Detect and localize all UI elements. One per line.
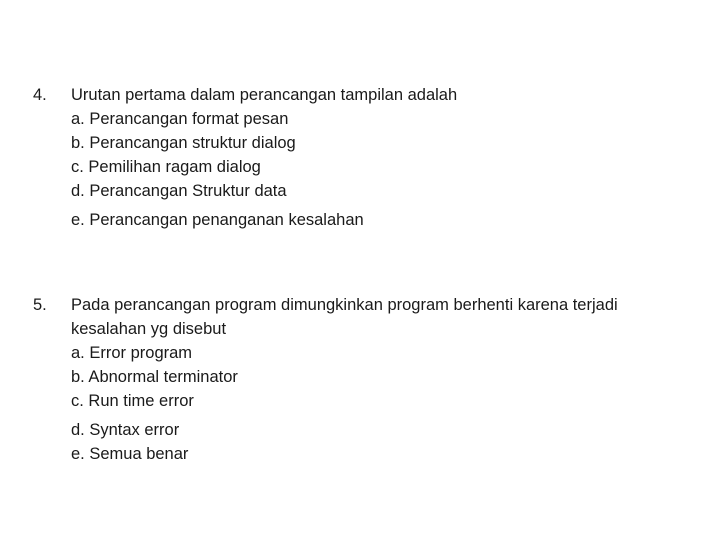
question-4-option-a: a. Perancangan format pesan xyxy=(71,110,289,128)
question-5-option-c: c. Run time error xyxy=(71,392,194,410)
question-4 xyxy=(33,83,693,232)
question-4-number: 4. xyxy=(33,86,47,104)
question-5-option-a: a. Error program xyxy=(71,344,193,362)
question-4-option-d: d. Perancangan Struktur data xyxy=(71,182,287,200)
question-4-header xyxy=(33,83,693,107)
question-5-text: Pada perancangan program dimungkinkan program berhenti karena terjadi kesalahan yg disebut xyxy=(71,296,618,338)
question-4-options xyxy=(71,107,693,232)
question-5-option-d: d. Syntax error xyxy=(71,421,180,439)
question-4-option-c: c. Pemilihan ragam dialog xyxy=(71,158,261,176)
question-5-option-e: e. Semua benar xyxy=(71,445,189,463)
question-4-text: Urutan pertama dalam perancangan tampilan adalah xyxy=(71,86,458,104)
question-5-header xyxy=(33,293,693,341)
question-5-option-b: b. Abnormal terminator xyxy=(71,368,238,386)
question-5-number: 5. xyxy=(33,296,47,314)
question-5-options xyxy=(71,341,693,466)
question-5 xyxy=(33,293,693,466)
question-4-option-e: e. Perancangan penanganan kesalahan xyxy=(71,211,364,229)
question-4-option-b: b. Perancangan struktur dialog xyxy=(71,134,296,152)
